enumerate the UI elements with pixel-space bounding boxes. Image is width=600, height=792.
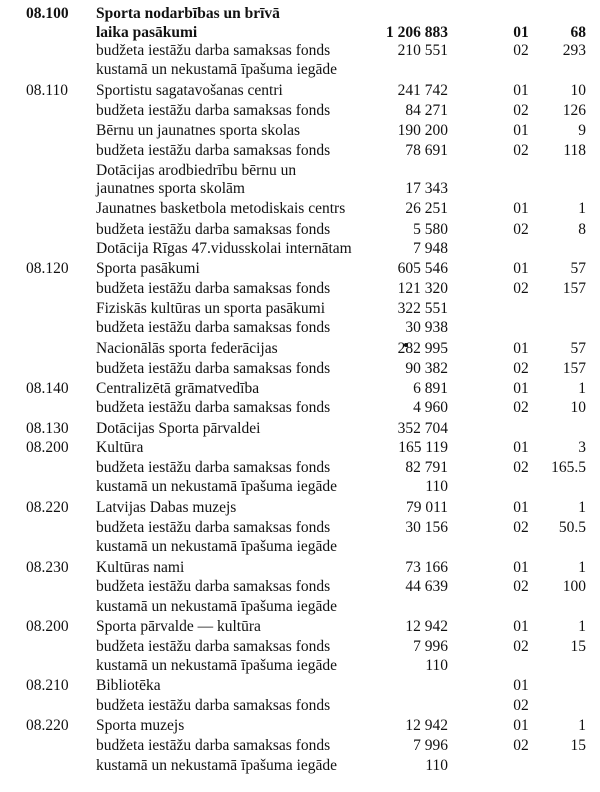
row-amount: 12 942 [405,717,448,734]
row-amount: 17 343 [405,180,448,197]
row-category: 02 [513,638,529,655]
row-description: budžeta iestāžu darba samaksas fonds [96,280,331,297]
row-quantity: 1 [578,717,586,734]
row-quantity: 1 [578,559,586,576]
row-description: Bibliotēka [96,677,161,694]
row-amount: 82 791 [405,459,448,476]
row-description: Nacionālās sporta federācijas [96,340,278,357]
row-category: 01 [513,24,529,41]
row-quantity: 157 [562,360,586,377]
row-description: laika pasākumi [96,24,198,41]
row-amount: 605 546 [397,260,448,277]
row-description: Kultūras nami [96,559,185,576]
row-amount: 110 [425,657,448,674]
table-row [0,637,600,657]
row-description: Dotācijas arodbiedrību bērnu un [96,162,297,179]
table-row [0,756,600,776]
table-row [0,179,600,199]
row-description: kustamā un nekustamā īpašuma iegāde [96,757,338,774]
table-row [0,121,600,141]
row-category: 02 [513,360,529,377]
table-row [0,577,600,597]
row-category: 02 [513,399,529,416]
table-row [0,558,600,578]
row-category: 02 [513,578,529,595]
table-row [0,318,600,338]
row-quantity: 15 [570,737,586,754]
row-category: 01 [513,122,529,139]
row-code: 08.120 [26,260,69,277]
row-category: 02 [513,737,529,754]
table-row [0,141,600,161]
row-category: 02 [513,280,529,297]
row-quantity: 118 [563,142,586,159]
row-quantity: 57 [570,340,586,357]
row-description: budžeta iestāžu darba samaksas fonds [96,638,331,655]
row-description: Bērnu un jaunatnes sporta skolas [96,122,301,139]
row-quantity: 68 [570,24,586,41]
table-row [0,4,600,24]
row-description: kustamā un nekustamā īpašuma iegāde [96,61,338,78]
row-quantity: 9 [578,122,586,139]
row-amount: 352 704 [397,420,448,437]
row-quantity: 1 [578,200,586,217]
row-quantity: 15 [570,638,586,655]
row-amount: 30 156 [405,519,448,536]
row-category: 02 [513,519,529,536]
row-amount: 7 996 [413,638,448,655]
table-row [0,617,600,637]
table-row [0,23,600,43]
row-amount: 110 [425,478,448,495]
row-quantity: 3 [578,439,586,456]
row-category: 01 [513,618,529,635]
row-code: 08.200 [26,439,69,456]
row-amount: 26 251 [405,200,448,217]
row-description: budžeta iestāžu darba samaksas fonds [96,459,331,476]
table-row [0,477,600,497]
row-description: Sporta pasākumi [96,260,200,277]
row-category: 01 [513,200,529,217]
row-description: budžeta iestāžu darba samaksas fonds [96,697,331,714]
row-code: 08.200 [26,618,69,635]
table-row [0,379,600,399]
row-amount: 79 011 [405,499,448,516]
row-amount: 322 551 [397,300,448,317]
table-row [0,498,600,518]
row-amount: 1 206 883 [386,24,448,41]
row-amount: 90 382 [405,360,448,377]
table-row [0,736,600,756]
table-row [0,339,600,359]
row-amount: 30 938 [405,319,448,336]
row-code: 08.220 [26,499,69,516]
table-row [0,220,600,240]
row-amount: 210 551 [397,42,448,59]
row-amount: 241 742 [397,82,448,99]
table-row [0,359,600,379]
row-code: 08.110 [26,82,69,99]
row-quantity: 10 [570,82,586,99]
table-row [0,676,600,696]
row-amount: 6 891 [413,380,448,397]
table-row [0,259,600,279]
row-category: 01 [513,340,529,357]
row-code: 08.220 [26,717,69,734]
row-description: Sporta nodarbības un brīvā [96,5,280,22]
row-quantity: 50.5 [558,519,586,536]
row-description: Latvijas Dabas muzejs [96,499,237,516]
row-amount: 78 691 [405,142,448,159]
table-row [0,398,600,418]
row-amount: 7 996 [413,737,448,754]
row-quantity: 10 [570,399,586,416]
table-row [0,716,600,736]
row-description: budžeta iestāžu darba samaksas fonds [96,102,331,119]
row-category: 02 [513,142,529,159]
table-row [0,458,600,478]
row-description: budžeta iestāžu darba samaksas fonds [96,519,331,536]
row-description: Sporta muzejs [96,717,185,734]
row-quantity: 126 [562,102,586,119]
table-row [0,419,600,439]
row-category: 01 [513,499,529,516]
row-description: kustamā un nekustamā īpašuma iegāde [96,598,338,615]
row-quantity: 1 [578,618,586,635]
row-description: kustamā un nekustamā īpašuma iegāde [96,657,338,674]
row-description: budžeta iestāžu darba samaksas fonds [96,360,331,377]
row-category: 02 [513,221,529,238]
row-quantity: 57 [570,260,586,277]
row-category: 02 [513,102,529,119]
row-amount: 4 960 [413,399,448,416]
table-row [0,41,600,61]
table-row [0,537,600,557]
row-code: 08.210 [26,677,69,694]
row-amount: 165 119 [398,439,448,456]
row-description: Sportistu sagatavošanas centri [96,82,283,99]
table-row [0,597,600,617]
row-category: 01 [513,82,529,99]
row-amount: 110 [425,757,448,774]
row-quantity: 1 [578,499,586,516]
row-amount: 73 166 [405,559,448,576]
row-quantity: 293 [562,42,586,59]
row-description: kustamā un nekustamā īpašuma iegāde [96,538,338,555]
row-description: Fiziskās kultūras un sporta pasākumi [96,300,326,317]
row-category: 01 [513,717,529,734]
row-quantity: 100 [562,578,586,595]
row-code: 08.100 [26,5,69,22]
row-quantity: 1 [578,380,586,397]
table-row [0,161,600,181]
row-description: budžeta iestāžu darba samaksas fonds [96,221,331,238]
row-code: 08.230 [26,559,69,576]
table-row [0,518,600,538]
row-amount: 12 942 [405,618,448,635]
row-category: 02 [513,42,529,59]
table-row [0,60,600,80]
row-category: 02 [513,697,529,714]
row-description: Dotācija Rīgas 47.vidusskolai internātam [96,240,352,257]
row-quantity: 165.5 [551,459,586,476]
row-description: Kultūra [96,439,144,456]
row-amount: 7 948 [413,240,448,257]
table-row [0,299,600,319]
row-description: budžeta iestāžu darba samaksas fonds [96,319,331,336]
table-row [0,696,600,716]
row-category: 01 [513,559,529,576]
row-amount: 5 580 [413,221,448,238]
row-description: budžeta iestāžu darba samaksas fonds [96,737,331,754]
table-row [0,239,600,259]
row-amount: 84 271 [405,102,448,119]
row-description: kustamā un nekustamā īpašuma iegāde [96,478,338,495]
row-category: 01 [513,677,529,694]
row-quantity: 157 [562,280,586,297]
table-row [0,438,600,458]
row-description: budžeta iestāžu darba samaksas fonds [96,399,331,416]
row-category: 01 [513,260,529,277]
row-quantity: 8 [578,221,586,238]
row-description: Dotācijas Sporta pārvaldei [96,420,261,437]
row-category: 02 [513,459,529,476]
row-description: jaunatnes sporta skolām [96,180,245,197]
row-description: budžeta iestāžu darba samaksas fonds [96,142,331,159]
table-row [0,101,600,121]
table-row [0,656,600,676]
row-description: budžeta iestāžu darba samaksas fonds [96,42,331,59]
row-amount: 44 639 [405,578,448,595]
row-description: Jaunatnes basketbola metodiskais centrs [96,200,346,217]
row-code: 08.140 [26,380,69,397]
table-row [0,199,600,219]
row-code: 08.130 [26,420,69,437]
row-category: 01 [513,380,529,397]
row-category: 01 [513,439,529,456]
row-amount: 190 200 [397,122,448,139]
table-row [0,279,600,299]
row-description: Sporta pārvalde — kultūra [96,618,261,635]
table-row [0,81,600,101]
row-amount: 121 320 [397,280,448,297]
row-description: Centralizētā grāmatvedība [96,380,260,397]
row-description: budžeta iestāžu darba samaksas fonds [96,578,331,595]
row-amount: 282 995 [397,340,448,357]
